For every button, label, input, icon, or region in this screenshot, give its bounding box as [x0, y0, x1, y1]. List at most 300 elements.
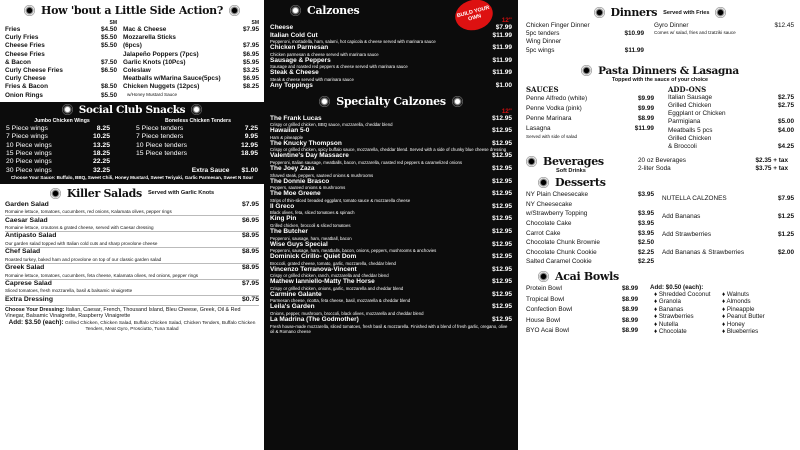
- dessert-addon: [662, 226, 794, 244]
- side-item: [5, 51, 117, 59]
- dessert-addon-name: Add Bananas & Strawberries: [662, 249, 745, 257]
- beverage-item-price: $3.75 + tax: [755, 164, 788, 172]
- side-item-name: Garlic Knots (10Pcs): [123, 58, 186, 66]
- side-item: [5, 34, 117, 42]
- dessert-addon-price: $1.25: [778, 231, 794, 239]
- side-item-price: $5.50: [101, 42, 117, 50]
- bullet-hole-icon: [538, 271, 549, 282]
- calzone-row: [270, 44, 512, 52]
- side-item-price: $3.25: [243, 67, 259, 75]
- side-item: [5, 75, 117, 83]
- calzone-item: [270, 32, 512, 45]
- dinner-item-name: 5pc wings: [526, 46, 555, 54]
- pasta-item-price: $11.99: [634, 124, 654, 132]
- addon-item-price: $4.00: [778, 126, 794, 134]
- dressing-options: Italian, Caesar, French, Thousand Island, Bleu Cheese, Greek, Oil & Red Vinegar, Balsamic Vinaigrette, Raspberry Vinaigrette: [5, 306, 241, 320]
- snacks-header: [6, 104, 258, 116]
- acai-topping-row: [644, 298, 794, 305]
- dessert-item-price: $3.95: [638, 220, 654, 228]
- sides-header: [5, 4, 259, 17]
- addon-item: [668, 110, 794, 118]
- specialty-price: $12.95: [492, 139, 512, 147]
- specialty-price: $12.95: [492, 227, 512, 235]
- addon-item: [668, 94, 794, 102]
- dessert-addon-name: NUTELLA CALZONES: [662, 195, 727, 203]
- build-your-own-badge: BUILD YOUR OWN: [452, 0, 496, 34]
- acai-topping: ♦ Walnuts: [722, 290, 749, 298]
- wing-item-price: 13.25: [92, 141, 110, 149]
- acai-topping: ♦ Honey: [722, 320, 745, 328]
- specialty-row: [270, 115, 512, 123]
- pasta-note: Served with side of salad: [526, 133, 578, 139]
- salad-name: Caprese Salad: [5, 280, 52, 288]
- dessert-addon-name: Add Strawberries: [662, 231, 712, 239]
- beverage-item-price: $2.35 + tax: [755, 156, 788, 164]
- dessert-item-price: $3.95: [638, 191, 654, 199]
- acai-item-name: Protein Bowl: [526, 284, 562, 292]
- extra-sauce-label: Extra Sauce: [191, 167, 230, 175]
- salad-row: [5, 201, 259, 209]
- pasta-item-name: Penne Alfredo (white): [526, 94, 588, 102]
- side-item-price: $6.95: [243, 75, 259, 83]
- wing-item-price: 22.25: [92, 158, 110, 166]
- specialty-item: [270, 127, 512, 140]
- calzone-row: [270, 32, 512, 40]
- specialty-price: $12.95: [492, 164, 512, 172]
- specialty-desc: Onions, pepper, mushroom, broccoli, black olives, mozzarella and cheddar blend: [270, 311, 424, 317]
- side-item: [5, 26, 117, 34]
- specialty-desc: Shaved steak, peppers, sauteed onions & mushrooms: [270, 172, 374, 178]
- calzone-row: [270, 82, 512, 90]
- calzone-item: [270, 57, 512, 70]
- side-item: [5, 67, 117, 75]
- addon-item-name: Parmigiana: [668, 118, 701, 126]
- calzone-price: $7.99: [495, 24, 512, 31]
- specialty-row: [270, 228, 512, 236]
- dinner-item: [526, 22, 644, 30]
- pasta-item: [526, 104, 654, 114]
- side-item-name: Mozzarella Sticks: [123, 34, 176, 42]
- specialty-item: [270, 303, 512, 316]
- calzone-name: Any Toppings: [270, 81, 313, 89]
- acai-topping: ♦ Chocolate: [654, 328, 687, 336]
- specialty-name: The Knucky Thompson: [270, 139, 342, 147]
- calzone-desc: Sausage and roasted red peppers & cheese served with marinara sauce: [270, 64, 408, 70]
- acai-item: [526, 316, 638, 327]
- specialty-name: Carmine Galante: [270, 290, 322, 298]
- acai-item-name: Confection Bowl: [526, 306, 573, 314]
- specialty-price: $12.95: [492, 240, 512, 248]
- calzone-item: [270, 82, 512, 90]
- menu-column-left: [0, 0, 264, 450]
- side-item-name: Curly Cheese: [5, 75, 46, 83]
- specialty-desc: Crispy or grilled chicken, ranch, mozzarella and cheddar blend: [270, 273, 389, 279]
- specialty-price: $12.95: [492, 278, 512, 286]
- specialty-item: [270, 215, 512, 228]
- snacks-title: Social Club Snacks: [78, 103, 186, 116]
- specialty-name: King Pin: [270, 215, 297, 223]
- addon-item-name: Eggplant or Chicken: [668, 110, 726, 118]
- wing-item: [6, 142, 110, 150]
- specialty-row: [270, 316, 512, 324]
- specialty-desc: Peppers, sauteed onions & mushrooms: [270, 185, 346, 191]
- salad-row: [5, 280, 259, 288]
- wing-item: [6, 167, 110, 175]
- size-label: SM: [251, 20, 259, 26]
- dessert-item-name: Chocolate Cake: [526, 220, 572, 228]
- wing-item-name: 20 Piece wings: [6, 158, 52, 166]
- side-item-name: Curly Cheese Fries: [5, 67, 63, 75]
- side-item-name: Onion Rings: [5, 91, 43, 99]
- tender-item-name: 15 Piece tenders: [136, 150, 188, 158]
- salad-price: $6.95: [241, 216, 259, 224]
- specialty-row: [270, 291, 512, 299]
- divider: [5, 305, 259, 306]
- acai-item-price: $8.99: [622, 316, 638, 324]
- acai-header: [526, 270, 794, 283]
- sides-note: w/Honey Mustard Sauce: [127, 91, 178, 97]
- acai-topping-row: [644, 321, 794, 328]
- dinner-item: [526, 47, 644, 55]
- salad-desc: Roasted turkey, baked ham and provolone on top of our classic garden salad: [5, 256, 162, 262]
- side-item: [5, 59, 117, 67]
- bullet-hole-icon: [24, 5, 35, 16]
- specialty-desc: Fresh house-made mozzarella, sliced tomatoes, fresh basil & mozzarella. Finished with a blend of fresh garlic, oregano, olive oil & Romano cheese: [270, 323, 508, 334]
- salad-name: Greek Salad: [5, 264, 45, 272]
- dessert-item: [526, 190, 654, 200]
- calzone-name: Italian Cold Cut: [270, 31, 318, 39]
- addon-item-name: Italian Sausage: [668, 93, 713, 101]
- calzone-price: $1.00: [495, 81, 512, 89]
- calzone-price: $11.99: [492, 44, 512, 52]
- sides-list: [5, 20, 259, 100]
- size-label: SM: [109, 20, 117, 26]
- pasta-item-name: Penne Vodka (pink): [526, 104, 582, 112]
- specialty-desc: Pepperoni, Italian sausage, meatballs, bacon, mozzarella, roasted red peppers & caramelized onions: [270, 159, 463, 165]
- specialty-price: $12.95: [492, 290, 512, 298]
- dinner-item: [526, 38, 644, 46]
- specialty-row: [270, 140, 512, 148]
- dessert-item: [526, 219, 654, 229]
- acai-topping: ♦ Granola: [654, 298, 681, 306]
- addons-label: ADD-ONS: [668, 84, 707, 94]
- tender-item-price: 7.25: [244, 124, 258, 132]
- acai-item: [526, 305, 638, 316]
- salad-desc: Romaine lettuce, tomatoes, cucumbers, feta cheese, Kalamata olives, red onions, pepper rings: [5, 272, 199, 278]
- side-item-name: Cheese Fries: [5, 50, 45, 58]
- bullet-hole-icon: [594, 7, 605, 18]
- salads-title: Killer Salads: [66, 186, 142, 200]
- acai-item: [526, 326, 638, 337]
- pasta-item-price: $9.99: [638, 104, 654, 112]
- dessert-addon-price: $7.95: [778, 195, 794, 203]
- calzone-name: Sausage & Peppers: [270, 56, 331, 64]
- addon-item: [668, 143, 794, 151]
- salad-item: [5, 248, 259, 263]
- specialty-row: [270, 303, 512, 311]
- side-item-name: Meatballs w/Marina Sauce(5pcs): [123, 75, 221, 83]
- specialty-header: [270, 95, 512, 108]
- specialty-item: [270, 203, 512, 216]
- specialty-price: $12.95: [492, 265, 512, 273]
- desserts-header: [526, 176, 794, 189]
- salads-header: [5, 187, 259, 200]
- specialty-row: [270, 215, 512, 223]
- dessert-item-name: Salted Caramel Cookie: [526, 258, 592, 266]
- pasta-item: [526, 114, 654, 124]
- addon-item-name: Meatballs 5 pcs: [668, 126, 713, 134]
- acai-topping-row: [644, 306, 794, 313]
- side-item: [123, 26, 259, 34]
- dessert-item-name: w/Strawberry Topping: [526, 210, 588, 218]
- specialty-item: [270, 228, 512, 241]
- beverages-header: [526, 155, 620, 168]
- specialty-price: $12.95: [492, 127, 512, 135]
- dessert-item-price: $3.95: [638, 210, 654, 218]
- dinner-item-price: $10.99: [624, 30, 644, 38]
- gyro-price: $12.45: [774, 22, 794, 29]
- tender-item-price: 9.95: [244, 133, 258, 141]
- specialty-name: Mathew Ianniello-Matty The Horse: [270, 278, 375, 286]
- bullet-hole-icon: [62, 104, 73, 115]
- calzone-row: [270, 57, 512, 65]
- acai-item: [526, 295, 638, 306]
- acai-title: Acai Bowls: [555, 269, 619, 283]
- specialty-name: The Frank Lucas: [270, 114, 322, 122]
- specialty-name: La Madrina (The Godmother): [270, 316, 359, 324]
- calzone-name: Chicken Parmesan: [270, 44, 329, 52]
- specialty-price: $12.95: [492, 177, 512, 185]
- bullet-hole-icon: [581, 65, 592, 76]
- salad-name: Extra Dressing: [5, 296, 53, 304]
- wing-item: [6, 125, 110, 133]
- sides-right: [123, 20, 259, 100]
- specialty-row: [270, 253, 512, 261]
- calzone-size: 12": [501, 17, 512, 24]
- side-item: [5, 42, 117, 50]
- bullet-hole-icon: [538, 177, 549, 188]
- acai-item: [526, 284, 638, 295]
- salad-name: Garden Salad: [5, 200, 49, 208]
- dessert-item-price: $3.95: [638, 229, 654, 237]
- acai-topping-row: [644, 291, 794, 298]
- specialty-price: $12.95: [492, 303, 512, 311]
- specialty-row: [270, 127, 512, 135]
- specialty-title: Specialty Calzones: [336, 94, 446, 108]
- pasta-item-price: $9.99: [638, 94, 654, 102]
- side-item-name: (6pcs): [123, 42, 142, 50]
- menu-column-center: [264, 0, 518, 450]
- specialty-row: [270, 190, 512, 198]
- specialty-desc: Parmesan cheese, ricotta, feta cheese, basil, mozzarella & cheddar blend: [270, 298, 411, 304]
- specialty-item: [270, 266, 512, 279]
- salad-item: [5, 217, 259, 232]
- salad-desc: Sliced tomatoes, fresh mozzarella, basil & balsamic vinaigrette: [5, 288, 133, 294]
- wing-item: [6, 133, 110, 141]
- specialty-name: The Moe Greene: [270, 190, 321, 198]
- side-item: [5, 83, 117, 91]
- snacks-box: [0, 102, 264, 184]
- specialty-price: $12.95: [492, 152, 512, 160]
- specialty-name: The Butcher: [270, 227, 308, 235]
- addon-item: [668, 118, 794, 126]
- tender-item: [136, 150, 258, 158]
- side-item: [123, 83, 259, 91]
- specialty-name: Il Greco: [270, 202, 295, 210]
- side-item-name: Fries: [5, 26, 21, 33]
- specialty-desc: Crispy or grilled chicken, spicy buffalo sauce, mozzarella, cheddar blend. Served with a side of chunky blue cheese dressing: [270, 147, 507, 153]
- beverage-item: [638, 165, 788, 173]
- wing-item-price: 8.25: [96, 124, 110, 132]
- bullet-hole-icon: [229, 5, 240, 16]
- dessert-item-name: NY Cheesecake: [526, 200, 573, 208]
- acai-topping-row: [644, 313, 794, 320]
- specialty-row: [270, 203, 512, 211]
- dessert-addon: [662, 208, 794, 226]
- pasta-item-name: Lasagna: [526, 124, 551, 132]
- beverages-title: Beverages: [543, 155, 604, 169]
- dessert-item: [526, 200, 654, 210]
- wing-item-name: 30 Piece wings: [6, 166, 52, 174]
- side-item-price: $7.95: [243, 26, 259, 33]
- wing-item-name: 10 Piece wings: [6, 141, 52, 149]
- salad-desc: Romaine lettuce, croutons & grated cheese, served with Caesar dressing: [5, 224, 154, 230]
- side-item-price: $7.50: [101, 58, 117, 66]
- bullet-hole-icon: [50, 188, 61, 199]
- acai-topping-row: [644, 328, 794, 335]
- specialty-row: [270, 241, 512, 249]
- side-item-name: Coleslaw: [123, 67, 151, 75]
- specialty-desc: Black olives, feta, sliced tomatoes & spinach: [270, 210, 355, 216]
- specialty-item: [270, 165, 512, 178]
- bullet-hole-icon: [526, 156, 537, 167]
- specialty-item: [270, 253, 512, 266]
- dressing-label: Choose Your Dressing:: [5, 306, 65, 313]
- salad-price: $8.95: [241, 232, 259, 240]
- dessert-item-price: $2.25: [638, 258, 654, 266]
- acai-item-name: House Bowl: [526, 316, 561, 324]
- dessert-item: [526, 229, 654, 239]
- side-item: [123, 59, 259, 67]
- salad-name: Caesar Salad: [5, 216, 48, 224]
- acai-item-name: BYO Acai Bowl: [526, 327, 569, 335]
- sauce-options: Choose Your Sauce: Buffalo, BBQ, Sweet Chili, Honey Mustard, Sweet Teriyaki, Garlic Parmesan, Sweet N Sour: [10, 175, 254, 181]
- specialty-price: $12.95: [492, 316, 512, 324]
- side-item: [123, 75, 259, 83]
- dessert-addon: [662, 244, 794, 262]
- calzone-name: Steak & Cheese: [270, 69, 319, 77]
- calzone-desc: Chicken parmesan & cheese served with marinara sauce: [270, 51, 379, 57]
- calzones-title: Calzones: [307, 4, 360, 17]
- specialty-price: $12.95: [492, 215, 512, 223]
- salad-row: [5, 264, 259, 272]
- side-item-price: $5.50: [101, 91, 117, 99]
- specialty-size: 12": [501, 107, 512, 115]
- acai-item-price: $8.99: [622, 295, 638, 303]
- salad-item: [5, 296, 259, 306]
- specialty-item: [270, 190, 512, 203]
- side-item-price: $5.50: [101, 34, 117, 42]
- wing-item-price: 32.25: [92, 166, 110, 174]
- acai-item-price: $8.99: [622, 306, 638, 314]
- side-item: [123, 67, 259, 75]
- side-item-price: $7.95: [243, 42, 259, 50]
- specialty-price: $12.95: [492, 190, 512, 198]
- addon-item-name: & Broccoli: [668, 143, 697, 151]
- salad-row: [5, 217, 259, 225]
- salad-name: Antipasto Salad: [5, 232, 57, 240]
- dinner-item-price: $11.99: [624, 46, 644, 54]
- dessert-addon-price: $1.25: [778, 213, 794, 221]
- specialty-item: [270, 278, 512, 291]
- dessert-item-price: $2.25: [638, 248, 654, 256]
- calzone-price: $11.99: [492, 31, 512, 39]
- pasta-subtitle: Topped with the sauce of your choice: [611, 76, 709, 83]
- side-item: [5, 92, 117, 100]
- side-item-name: Fries & Bacon: [5, 83, 48, 91]
- acai-topping: ♦ Peanut Butter: [722, 313, 765, 321]
- dessert-item: [526, 209, 654, 219]
- salad-price: $7.95: [241, 280, 259, 288]
- salads-subtitle: Served with Garlic Knots: [147, 190, 215, 197]
- addon-item-price: $2.75: [778, 93, 794, 101]
- beverage-item: [638, 157, 788, 165]
- bullet-hole-icon: [452, 96, 463, 107]
- side-item-name: Cheese Fries: [5, 42, 45, 50]
- salad-desc: Romaine lettuce, tomatoes, cucumbers, red onions, Kalamata olives, pepper rings: [5, 208, 172, 214]
- pasta-item-name: Penne Marinara: [526, 114, 572, 122]
- specialty-price: $12.95: [492, 253, 512, 261]
- side-item-price: $8.25: [243, 83, 259, 91]
- specialty-row: [270, 178, 512, 186]
- salad-price: $0.75: [241, 296, 259, 304]
- sides-left: [5, 20, 117, 100]
- gyro-name: Gyro Dinner: [654, 22, 689, 29]
- menu-column-right: [518, 0, 800, 450]
- gyro-desc: Comes w/ salad, fries and tzatziki sauce: [654, 30, 736, 36]
- addon-item: [668, 102, 794, 110]
- salad-item: [5, 201, 259, 216]
- side-item-price: $8.50: [101, 83, 117, 91]
- side-item-name: & Bacon: [5, 58, 31, 66]
- side-item-price: $5.95: [243, 58, 259, 66]
- calzone-item: [270, 69, 512, 82]
- side-item-name: Chicken Nuggets (12pcs): [123, 83, 200, 91]
- specialty-item: [270, 291, 512, 304]
- specialty-name: Valentine's Day Massacre: [270, 152, 349, 160]
- beverages-subtitle: Soft Drinks: [556, 168, 586, 175]
- calzone-name: Cheese: [270, 24, 294, 31]
- dinner-item: [526, 30, 644, 38]
- salad-row: [5, 296, 259, 304]
- side-item-name: Curly Fries: [5, 34, 39, 42]
- bullet-hole-icon: [319, 96, 330, 107]
- calzone-price: $11.99: [492, 56, 512, 64]
- acai-add-label: Add: $0.50 (each):: [650, 283, 704, 291]
- side-item-name: Jalapeño Poppers (7pcs): [123, 50, 199, 58]
- specialty-price: $12.95: [492, 202, 512, 210]
- dinners-header: [526, 6, 794, 19]
- specialty-desc: Crispy or grilled chicken, onions, garlic, mozzarella and cheddar blend: [270, 285, 404, 291]
- tender-item-name: 10 Piece tenders: [136, 141, 188, 149]
- specialty-item: [270, 152, 512, 165]
- side-item: [123, 42, 259, 50]
- acai-item-name: Tropical Bowl: [526, 295, 565, 303]
- dessert-item-price: $2.50: [638, 239, 654, 247]
- dessert-item-name: NY Plain Cheesecake: [526, 191, 589, 199]
- wings-header: Jumbo Chicken Wings: [34, 117, 90, 124]
- dessert-item-name: Chocolate Chunk Cookie: [526, 248, 597, 256]
